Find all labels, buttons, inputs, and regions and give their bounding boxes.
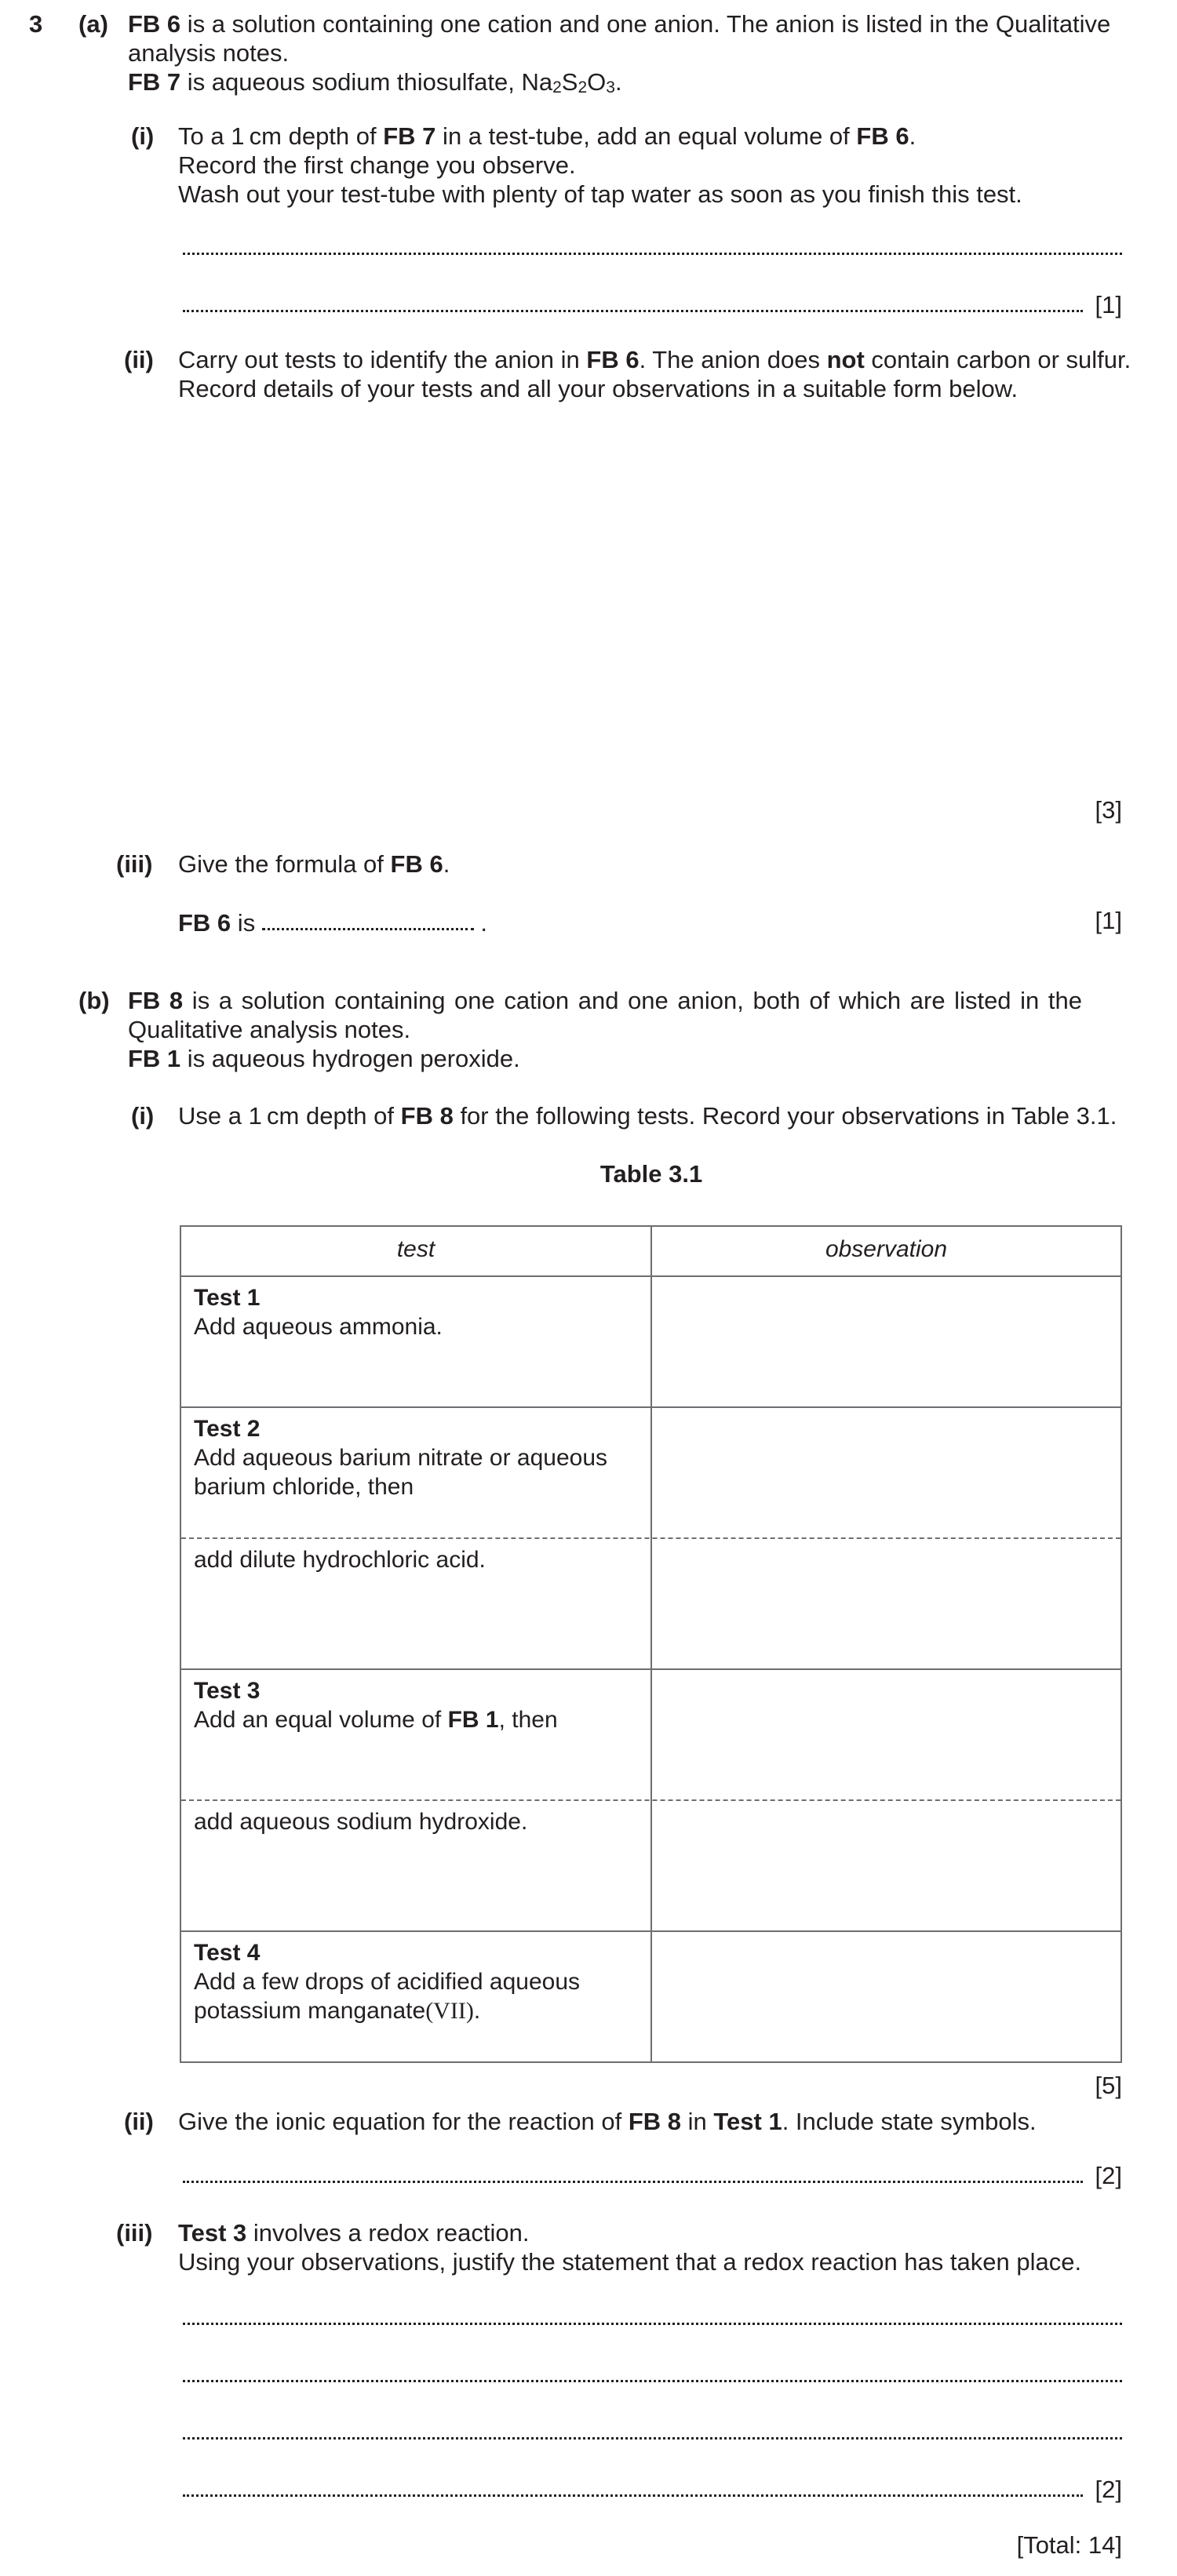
part-b-i-label: (i) (131, 1102, 155, 1130)
test-3-name: Test 3 (178, 2219, 247, 2247)
test-4-cell (194, 1938, 633, 2025)
fb6-name: FB 6 (586, 346, 640, 373)
fb8-name: FB 8 (400, 1102, 454, 1130)
mark-allocation: [1] (1095, 291, 1122, 318)
oxidation-state: (VII) (425, 1998, 474, 2024)
part-a-ii-text (178, 345, 1131, 403)
text: . (909, 122, 916, 150)
text: in a test-tube, add an equal volume of (435, 122, 857, 150)
answer-line[interactable] (183, 233, 1122, 262)
text: Give the ionic equation for the reaction of (178, 2108, 629, 2135)
total-marks: [Total: 14] (1016, 2531, 1122, 2559)
test-title: Test 3 (194, 1678, 261, 1704)
formula-part: O (587, 68, 607, 96)
text: for the following tests. Record your observations in Table 3.1. (453, 1102, 1117, 1130)
mark-allocation: [1] (1095, 907, 1122, 934)
table-3-1 (180, 1225, 1122, 2063)
test-instruction: potassium manganate (194, 1998, 426, 2024)
answer-line[interactable] (183, 290, 1122, 319)
question-number: 3 (29, 10, 43, 38)
answer-line[interactable] (183, 2418, 1122, 2447)
part-a-iii-prompt (178, 850, 450, 879)
test-instruction: . (473, 1998, 481, 2024)
observation-cell-test-3-naoh[interactable] (652, 1801, 1121, 1930)
text: . The anion does (639, 346, 827, 373)
answer-line[interactable] (183, 2303, 1122, 2332)
fb1-name: FB 1 (128, 1045, 181, 1072)
answer-line[interactable] (183, 2360, 1122, 2389)
test-title: Test 1 (194, 1285, 261, 1311)
fb7-name: FB 7 (383, 122, 436, 150)
text: Qualitative analysis notes. (128, 1016, 411, 1043)
test-instruction: Add a few drops of acidified aqueous (194, 1969, 580, 1995)
text: Use a 1 cm depth of (178, 1102, 401, 1130)
subscript: 3 (606, 78, 615, 96)
column-header-observation: observation (825, 1236, 948, 1262)
test-2b-cell (194, 1545, 633, 1574)
fb6-name: FB 6 (856, 122, 909, 150)
test-instruction: Add an equal volume of (194, 1707, 448, 1733)
observation-cell-test-2-acid[interactable] (652, 1539, 1121, 1668)
text: Carry out tests to identify the anion in (178, 346, 587, 373)
test-instruction: add aqueous sodium hydroxide. (194, 1809, 528, 1835)
subscript: 2 (578, 78, 588, 96)
test-1-name: Test 1 (713, 2108, 782, 2135)
fb7-name: FB 7 (128, 68, 181, 96)
part-b-label: (b) (78, 987, 110, 1014)
observation-cell-test-1[interactable] (652, 1277, 1121, 1406)
test-1-cell (194, 1283, 633, 1341)
part-a-intro-text-2: analysis notes. (128, 39, 290, 67)
text: . Include state symbols. (782, 2108, 1037, 2135)
table-title: Table 3.1 (599, 1160, 703, 1188)
mark-allocation: [5] (1095, 2072, 1122, 2099)
part-a-label: (a) (78, 10, 108, 38)
fb7-description: is aqueous sodium thiosulfate, Na (180, 68, 553, 96)
test-instruction: Add aqueous ammonia. (194, 1314, 443, 1340)
emphasis-not: not (826, 346, 865, 373)
text: is (231, 909, 262, 937)
part-b-i-text (178, 1101, 1117, 1130)
fb8-name: FB 8 (628, 2108, 682, 2135)
mark-allocation: [2] (1095, 2162, 1122, 2189)
answer-line[interactable] (183, 2161, 1122, 2190)
part-b-intro (128, 986, 1122, 1073)
test-title: Test 4 (194, 1940, 261, 1966)
text: . (473, 909, 488, 937)
observation-cell-test-3[interactable] (652, 1670, 1121, 1799)
text: To a 1 cm depth of (178, 122, 384, 150)
column-header-test: test (396, 1236, 435, 1262)
part-b-iii-text (178, 2218, 1122, 2276)
part-a-iii-label: (iii) (116, 850, 153, 878)
test-2-cell (194, 1414, 633, 1501)
answer-line[interactable] (183, 2475, 1122, 2504)
test-instruction: add dilute hydrochloric acid. (194, 1547, 486, 1573)
fb6-answer-row (178, 906, 487, 937)
fb1-name: FB 1 (447, 1707, 499, 1733)
fb6-name: FB 6 (128, 10, 181, 38)
text: in (681, 2108, 714, 2135)
mark-allocation: [3] (1095, 796, 1122, 824)
part-a-i-text (178, 122, 1122, 209)
subscript: 2 (552, 78, 562, 96)
part-a-intro-text: is a solution containing one cation and one anion. The anion is listed in the Qualitative (180, 10, 1111, 38)
text: is a solution containing one cation and one anion, both of which are listed in the (183, 987, 1082, 1014)
part-a-ii-label: (ii) (124, 346, 154, 373)
test-title: Test 2 (194, 1416, 261, 1442)
fb6-name: FB 6 (390, 850, 443, 878)
part-b-iii-label: (iii) (116, 2219, 153, 2247)
text: contain carbon or sulfur. (864, 346, 1131, 373)
test-instruction: Add aqueous barium nitrate or aqueous (194, 1445, 608, 1471)
text: is aqueous hydrogen peroxide. (180, 1045, 520, 1072)
instruction-line: Wash out your test-tube with plenty of tap water as soon as you finish this test. (178, 180, 1022, 208)
part-b-ii-text (178, 2107, 1037, 2136)
mark-allocation: [2] (1095, 2476, 1122, 2503)
text: Give the formula of (178, 850, 391, 878)
instruction-line: Record the first change you observe. (178, 151, 576, 179)
test-instruction: barium chloride, then (194, 1474, 414, 1500)
formula-end: . (614, 68, 622, 96)
test-instruction: , then (498, 1707, 558, 1733)
answer-space[interactable] (178, 408, 1122, 784)
part-a-i-label: (i) (131, 122, 155, 150)
instruction-line: Record details of your tests and all your observations in a suitable form below. (178, 375, 1018, 402)
answer-line[interactable] (262, 906, 474, 930)
part-b-ii-label: (ii) (124, 2108, 154, 2135)
text: involves a redox reaction. (246, 2219, 530, 2247)
instruction-line: Using your observations, justify the statement that a redox reaction has taken place. (178, 2248, 1082, 2276)
observation-cell-test-4[interactable] (652, 1932, 1121, 2061)
part-a-intro (128, 9, 1122, 96)
fb8-name: FB 8 (128, 987, 184, 1014)
observation-cell-test-2[interactable] (652, 1408, 1121, 1537)
test-3-cell (194, 1676, 633, 1734)
formula-part: S (561, 68, 578, 96)
fb6-name: FB 6 (178, 909, 231, 937)
test-3b-cell (194, 1807, 633, 1836)
text: . (443, 850, 450, 878)
